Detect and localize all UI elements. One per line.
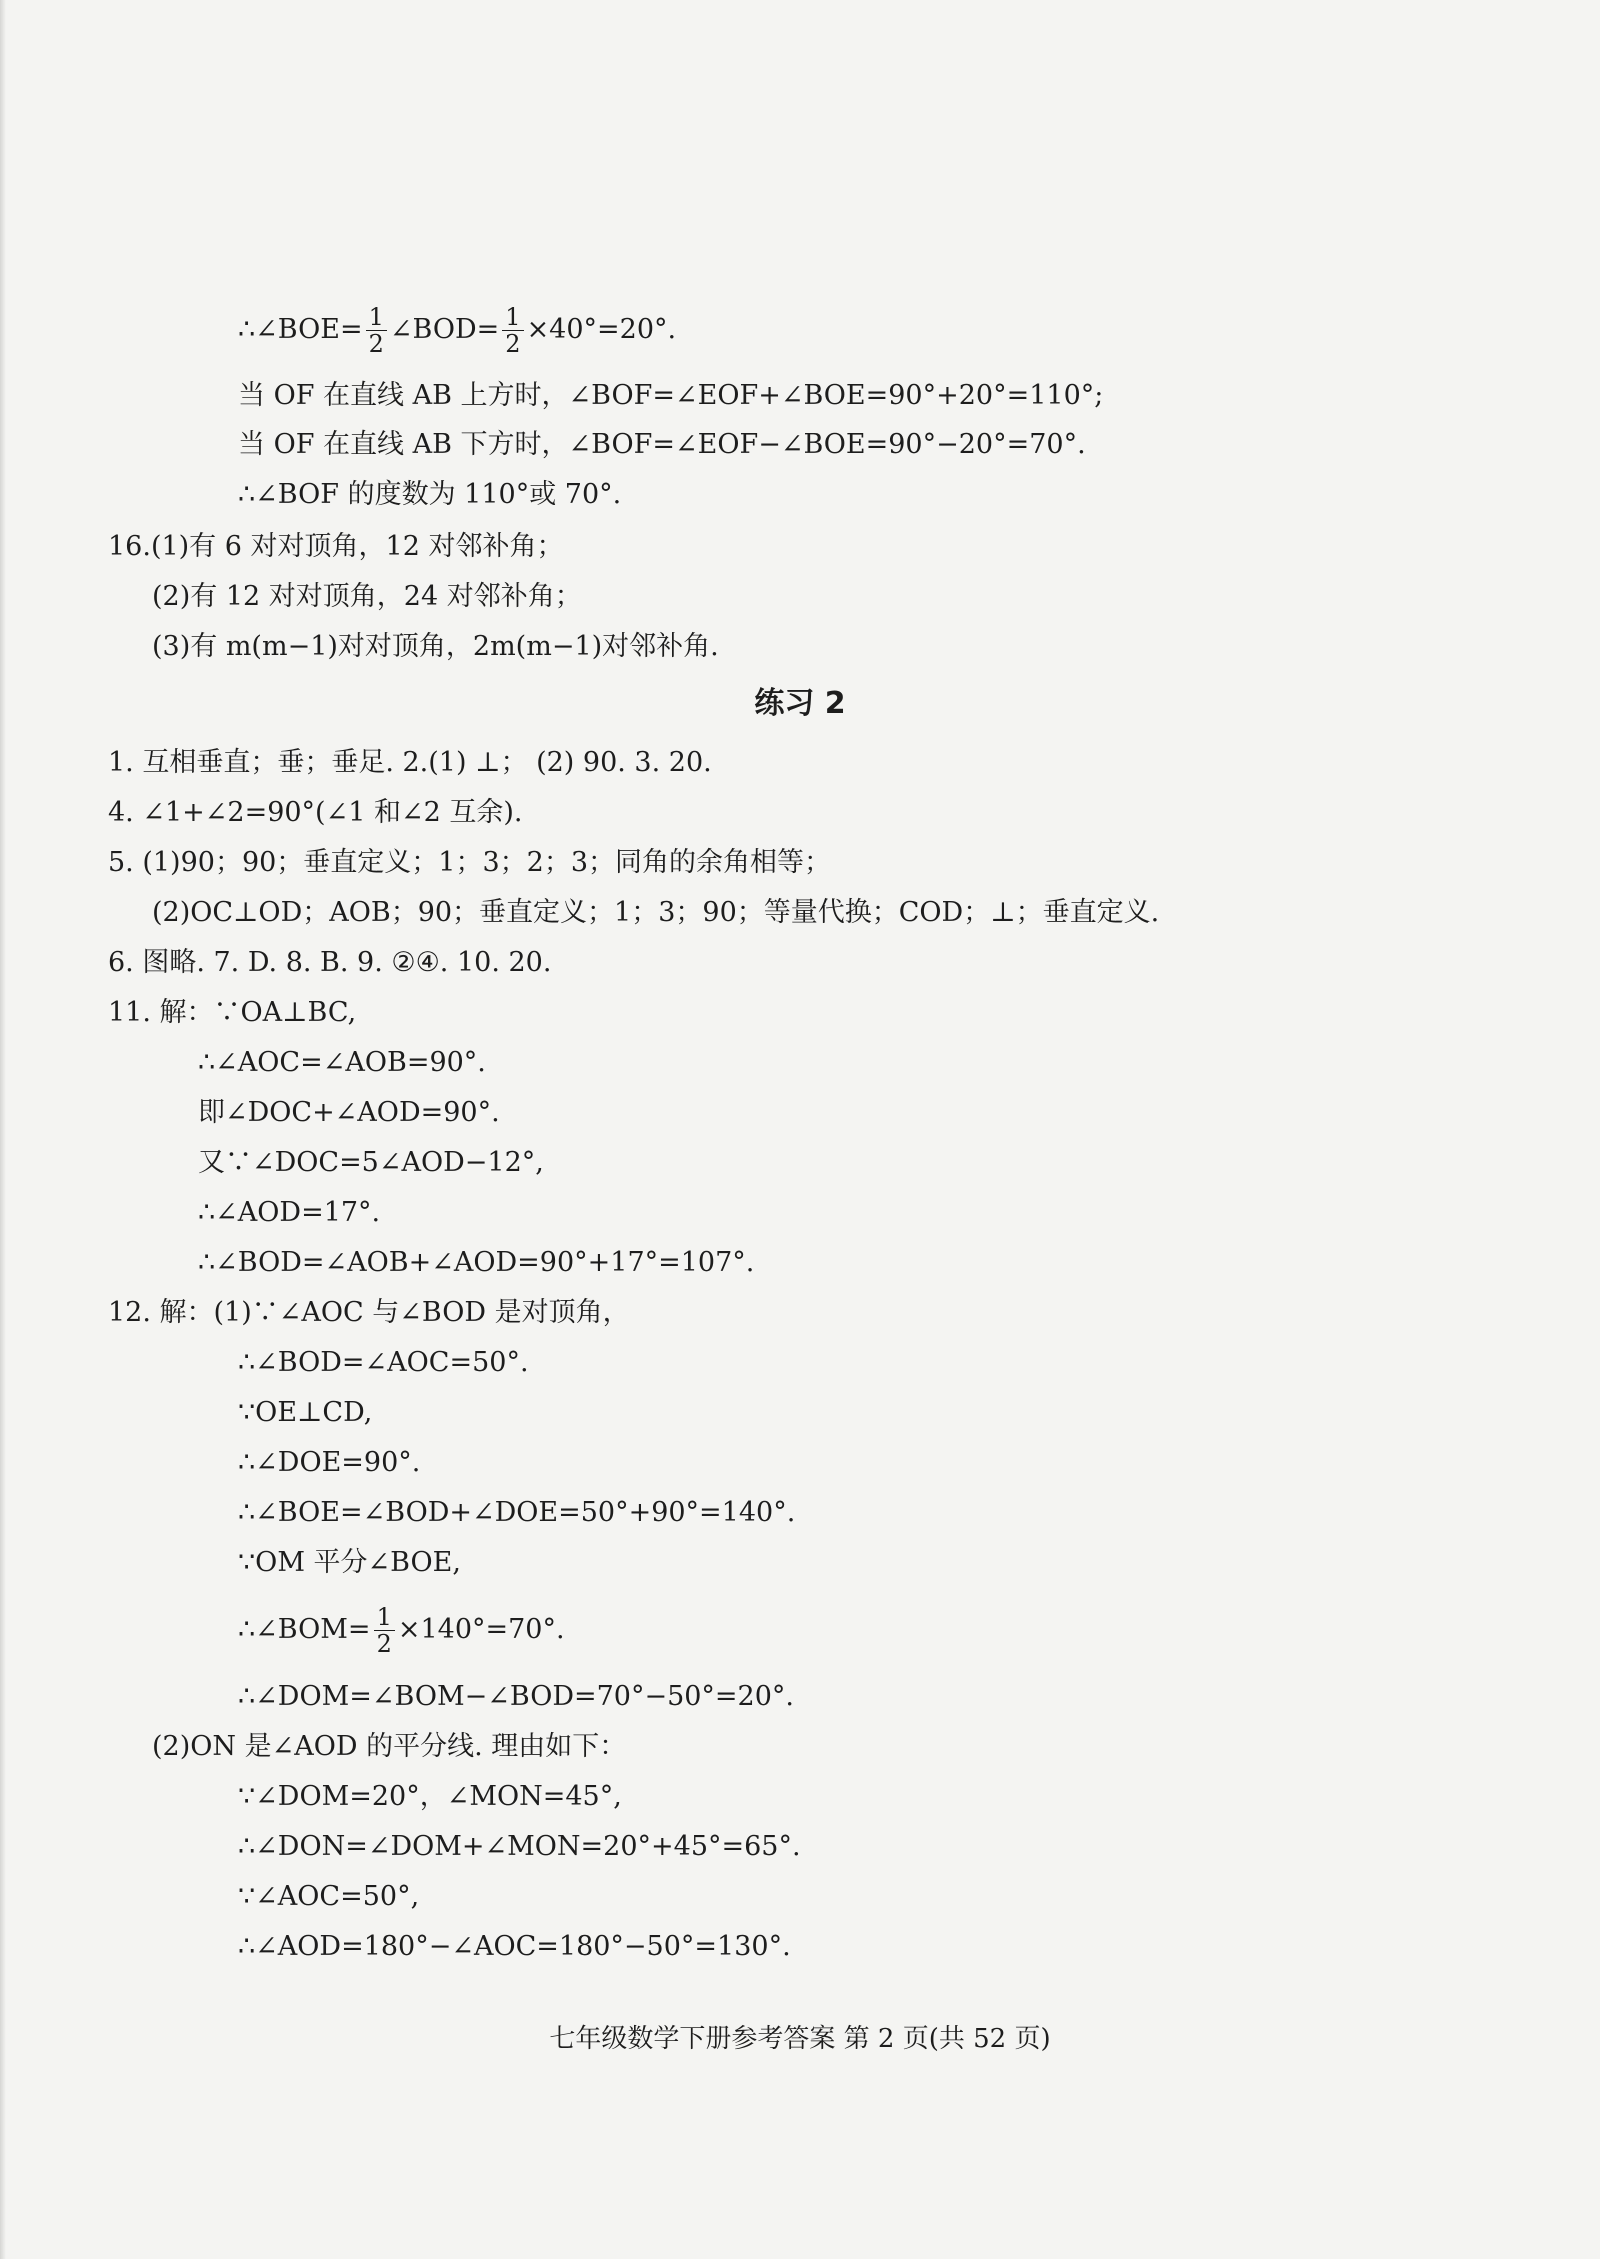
section-title: 练习 2 xyxy=(754,686,846,721)
answer-6-10: 6. 图略. 7. D. 8. B. 9. ②④. 10. 20. xyxy=(108,947,552,978)
math-text: ∠BOD= xyxy=(389,314,500,345)
line-boe-fraction xyxy=(238,290,676,370)
solution-line: ∴∠BOD=∠AOC=50°. xyxy=(238,1347,529,1378)
solution-line: ∴∠DOE=90°. xyxy=(238,1447,421,1478)
fraction-half: $\frac{1}{2}$ xyxy=(374,1604,395,1657)
answer-12-header: 12. 解：(1)∵∠AOC 与∠BOD 是对顶角， xyxy=(108,1297,630,1328)
solution-line: 当 OF 在直线 AB 下方时，∠BOF=∠EOF−∠BOE=90°−20°=70°. xyxy=(238,429,1086,460)
page-footer: 七年级数学下册参考答案 第 2 页(共 52 页) xyxy=(549,2024,1051,2054)
answer-5-1: 5. (1)90；90；垂直定义；1；3；2；3；同角的余角相等； xyxy=(108,847,832,878)
solution-line: ∵∠AOC=50°, xyxy=(238,1881,420,1912)
answer-4: 4. ∠1+∠2=90°(∠1 和∠2 互余). xyxy=(108,797,523,828)
solution-line: ∵OM 平分∠BOE, xyxy=(238,1547,461,1578)
math-text: ∴∠BOM= xyxy=(238,1614,371,1645)
answer-16-2: (2)有 12 对对顶角，24 对邻补角； xyxy=(152,581,582,612)
math-text: ×140°=70°. xyxy=(397,1614,565,1645)
solution-line: 又∵∠DOC=5∠AOD−12°, xyxy=(198,1147,544,1178)
answer-16-1: 16.(1)有 6 对对顶角，12 对邻补角； xyxy=(108,531,564,562)
answer-1-3: 1. 互相垂直；垂；垂足. 2.(1) ⊥； (2) 90. 3. 20. xyxy=(108,747,712,778)
answer-11-header: 11. 解：∵OA⊥BC, xyxy=(108,997,357,1028)
line-bom-fraction xyxy=(238,1590,565,1670)
solution-line: (2)ON 是∠AOD 的平分线. 理由如下： xyxy=(152,1731,627,1762)
solution-line: ∴∠BOF 的度数为 110°或 70°. xyxy=(238,479,622,510)
solution-line: ∴∠AOD=17°. xyxy=(198,1197,381,1228)
math-text: ×40°=20°. xyxy=(526,314,677,345)
fraction-half: $\frac{1}{2}$ xyxy=(502,304,523,357)
solution-line: 当 OF 在直线 AB 上方时，∠BOF=∠EOF+∠BOE=90°+20°=110°; xyxy=(238,380,1104,411)
scan-edge-shadow xyxy=(0,0,6,2259)
solution-line: 即∠DOC+∠AOD=90°. xyxy=(198,1097,500,1128)
fraction-half: $\frac{1}{2}$ xyxy=(366,304,387,357)
solution-line: ∴∠DON=∠DOM+∠MON=20°+45°=65°. xyxy=(238,1831,801,1862)
solution-line: ∵∠DOM=20°，∠MON=45°, xyxy=(238,1781,622,1812)
solution-line: ∴∠BOE=∠BOD+∠DOE=50°+90°=140°. xyxy=(238,1497,796,1528)
solution-line: ∴∠AOC=∠AOB=90°. xyxy=(198,1047,486,1078)
answer-5-2: (2)OC⊥OD；AOB；90；垂直定义；1；3；90；等量代换；COD；⊥；垂直定义. xyxy=(152,897,1160,928)
solution-line: ∴∠AOD=180°−∠AOC=180°−50°=130°. xyxy=(238,1931,791,1962)
solution-line: ∴∠DOM=∠BOM−∠BOD=70°−50°=20°. xyxy=(238,1681,794,1712)
answer-16-3: (3)有 m(m−1)对对顶角，2m(m−1)对邻补角. xyxy=(152,631,719,662)
math-text: ∴∠BOE= xyxy=(238,314,363,345)
solution-line: ∴∠BOD=∠AOB+∠AOD=90°+17°=107°. xyxy=(198,1247,755,1278)
solution-line: ∵OE⊥CD, xyxy=(238,1397,373,1428)
